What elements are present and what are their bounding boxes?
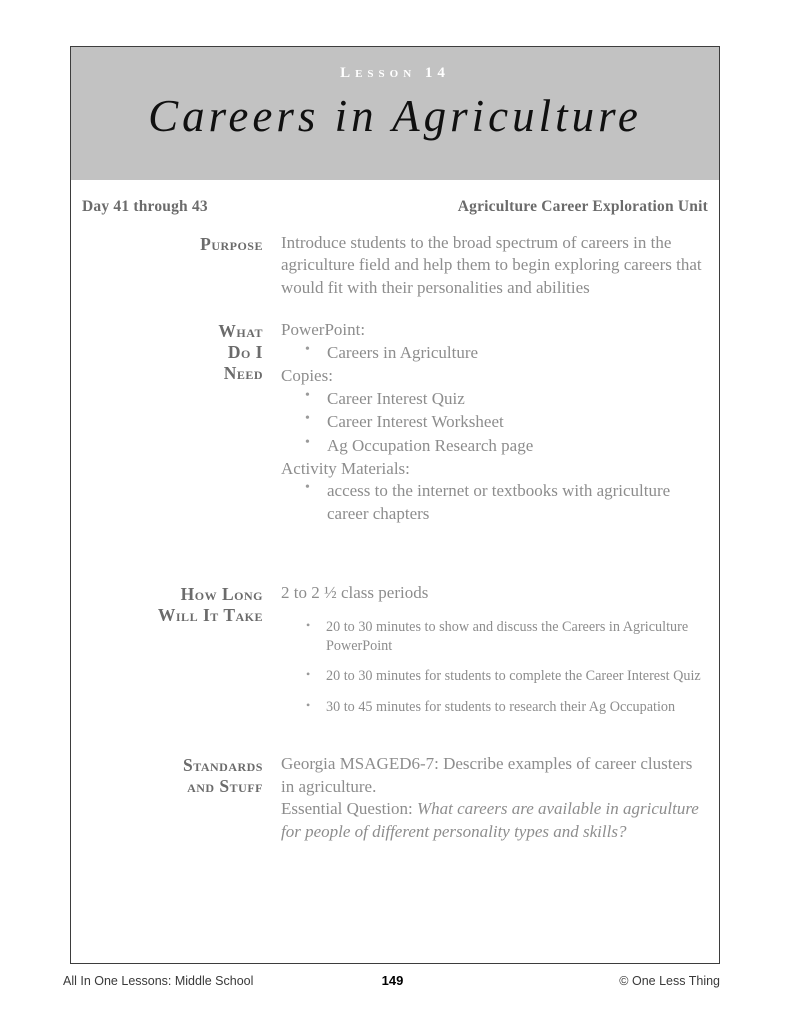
class-periods-text: 2 to 2 ½ class periods (281, 583, 429, 603)
materials-group-heading: Activity Materials: (281, 458, 410, 478)
page-footer (63, 973, 720, 988)
lesson-content (71, 216, 719, 843)
section-label-line: and Stuff (187, 775, 263, 796)
time-breakdown-list (281, 618, 707, 718)
essential-question-label: Essential Question: (281, 799, 417, 819)
footer-copyright: © One Less Thing (619, 974, 720, 988)
materials-list (281, 480, 707, 525)
day-range-label: Day 41 through 43 (82, 198, 208, 215)
list-item: • 20 to 30 minutes for students to complete the Career Interest Quiz (281, 667, 707, 686)
essential-question-text: What careers are available in agriculture for people of different personality types and skills? (281, 799, 699, 841)
lesson-page (70, 46, 720, 964)
section-label-line: Do I (227, 341, 263, 362)
section-label-line: How Long (180, 584, 263, 605)
section-label-how-long-will-it-take (83, 582, 273, 625)
essential-question-block (281, 798, 707, 843)
standard-text: Georgia MSAGED6-7: Describe examples of career clusters in agriculture. (281, 754, 693, 796)
page-title: Careers in Agriculture (148, 90, 642, 141)
section-label-standards-and-stuff (83, 753, 273, 796)
spacer (83, 526, 707, 582)
purpose-text: Introduce students to the broad spectrum of careers in the agriculture field and help them to begin exploring careers that would fit with their personalities and abilities (281, 233, 702, 297)
list-item: • Careers in Agriculture (281, 342, 707, 364)
spacer (83, 299, 707, 319)
list-item: • access to the internet or textbooks with agriculture career chapters (281, 480, 707, 525)
unit-name-label: Agriculture Career Exploration Unit (457, 198, 708, 215)
section-label-line: Need (223, 362, 263, 383)
section-label-what-do-i-need (83, 319, 273, 383)
lesson-masthead (71, 47, 719, 180)
section-label-purpose: Purpose (200, 234, 263, 254)
section-purpose (83, 232, 707, 299)
day-unit-line (71, 180, 719, 216)
lesson-number-eyebrow: Lesson 14 (340, 65, 450, 81)
materials-group-heading: PowerPoint: (281, 320, 366, 340)
list-item: • Career Interest Worksheet (281, 411, 707, 433)
section-what-do-i-need (83, 319, 707, 526)
section-label-line: Standards (182, 755, 263, 776)
list-item: • 30 to 45 minutes for students to research their Ag Occupation (281, 698, 707, 717)
section-label-line: Will It Take (157, 604, 263, 625)
list-item: • Ag Occupation Research page (281, 435, 707, 457)
section-label-line: What (218, 321, 263, 342)
materials-list (281, 388, 707, 457)
footer-series-label: All In One Lessons: Middle School (63, 974, 254, 988)
section-body-purpose (273, 232, 707, 299)
section-body-what-do-i-need (273, 319, 707, 526)
spacer (83, 729, 707, 753)
list-item: • 20 to 30 minutes to show and discuss the Careers in Agriculture PowerPoint (281, 618, 707, 656)
materials-group-heading: Copies: (281, 366, 333, 386)
section-how-long-will-it-take (83, 582, 707, 729)
materials-list (281, 342, 707, 364)
section-body-standards-and-stuff (273, 753, 707, 843)
section-standards-and-stuff (83, 753, 707, 843)
footer-page-number: 149 (381, 973, 404, 988)
section-body-how-long-will-it-take (273, 582, 707, 729)
list-item: • Career Interest Quiz (281, 388, 707, 410)
